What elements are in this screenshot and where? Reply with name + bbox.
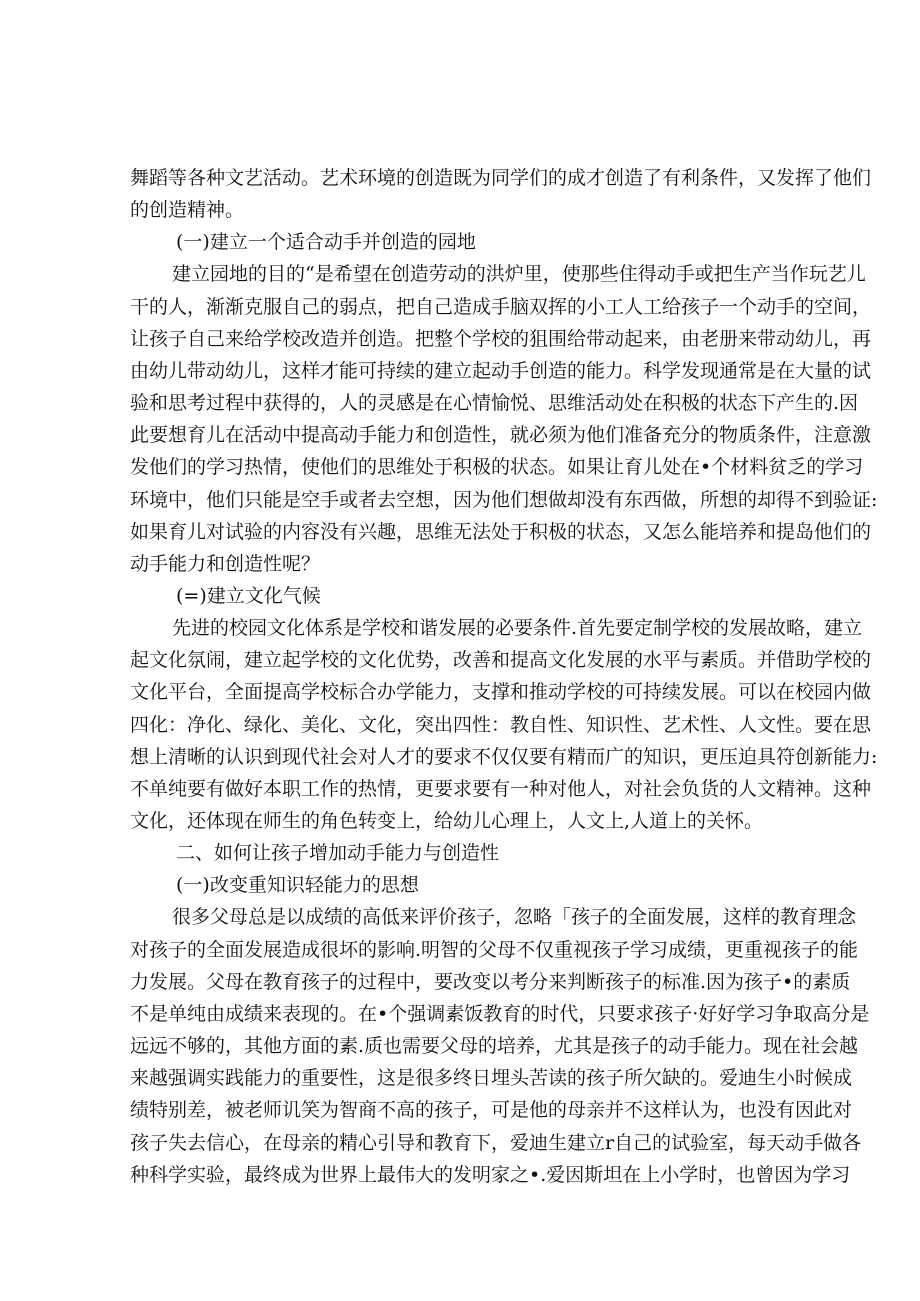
paragraph-line: 验和思考过程中获得的，人的灵感是在心情愉悦、思维活动处在积极的状态下产生的.因 bbox=[130, 392, 859, 414]
paragraph-line: 干的人，渐渐克服自己的弱点，把自己造成手脑双挥的小工人工给孩子一个动手的空间， bbox=[130, 295, 872, 318]
paragraph-line: 绩特别差，被老师讥笑为智商不高的孩子，可是他的母亲并不这样认为，也没有因此对 bbox=[130, 1099, 853, 1122]
paragraph-line: 环境中，他们只能是空手或者去空想，因为他们想做却没有东西做，所想的却得不到验证: bbox=[130, 488, 878, 511]
section-heading: (一)改变重知识轻能力的思想 bbox=[176, 874, 419, 897]
section-heading: (一)建立一个适合动手并创造的园地 bbox=[176, 231, 476, 254]
paragraph-line: 力发展。父母在教育孩子的过程中，要改变以考分来判断孩子的标准.因为孩子•的素质 bbox=[130, 970, 851, 993]
paragraph-line: 四化：净化、绿化、美化、文化，突出四性：教自性、知识性、艺术性、人文性。要在思 bbox=[130, 713, 872, 736]
paragraph-line: 由幼儿带动幼儿，这样才能可持续的建立起动手创造的能力。科学发现通常是在大量的试 bbox=[130, 359, 872, 382]
paragraph-line: 对孩子的全面发展造成很坏的影响.明智的父母不仅重视孩子学习成绩，更重视孩子的能 bbox=[130, 938, 859, 961]
paragraph-line: 的创造精神。 bbox=[130, 199, 245, 222]
paragraph-line: 种科学实验，最终成为世界上最伟大的发明家之•.爱因斯坦在上小学时，也曾因为学习 bbox=[130, 1163, 851, 1186]
paragraph-line: 舞蹈等各种文艺活动。艺术环境的创造既为同学们的成才创造了有利条件，又发挥了他们 bbox=[130, 167, 872, 189]
section-heading: 二、如何让孩子增加动手能力与创造性 bbox=[176, 842, 500, 865]
paragraph-line: 此要想育儿在活动中提高动手能力和创造性，就必须为他们准备充分的物质条件，注意激 bbox=[130, 424, 872, 447]
paragraph-line: 文化平台，全面提高学校标合办学能力，支撑和推动学校的可持续发展。可以在校园内做 bbox=[130, 681, 872, 704]
paragraph-line: 文化，还体现在师生的角色转变上，给幼儿心理上，人文上,人道上的关怀。 bbox=[130, 810, 764, 832]
paragraph-line: 很多父母总是以成绩的高低来评价孩子，忽略「孩子的全面发展，这样的教育理念 bbox=[172, 906, 857, 929]
paragraph-line: 如果育儿对试验的内容没有兴趣，思维无法处于积极的状态，又怎么能培养和提岛他们的 bbox=[130, 520, 872, 543]
paragraph-line: 发他们的学习热情，使他们的思维处于积极的状态。如果让育儿处在•个材料贫乏的学习 bbox=[130, 456, 864, 479]
paragraph-line: 孩子失去信心，在母亲的精心引导和教育下，爱迪生建立r自己的试验室，每天动手做各 bbox=[130, 1131, 862, 1154]
paragraph-line: 动手能力和创造性呢？ bbox=[130, 552, 321, 575]
paragraph-line: 起文化氛闹，建立起学校的文化优势，改善和提高文化发展的水平与素质。并借助学校的 bbox=[130, 649, 872, 672]
paragraph-line: 来越强调实践能力的重要性，这是很多终日埋头苦读的孩子所欠缺的。爱迪生小时候成 bbox=[130, 1067, 853, 1090]
paragraph-line: 先进的校园文化体系是学校和谐发展的必要条件.首先要定制学校的发展故略，建立 bbox=[172, 617, 863, 640]
paragraph-line: 远远不够的，其他方面的素.质也需要父母的培养，尤其是孩子的动手能力。现在社会越 bbox=[130, 1035, 859, 1057]
paragraph-line: 不是单纯由成绩来表现的。在•个强调素饭教育的时代，只要求孩子·好好学习争取高分是 bbox=[130, 1002, 870, 1025]
section-heading: (=)建立文化气候 bbox=[176, 585, 321, 607]
paragraph-line: 建立园地的目的“是希望在创造劳动的洪炉里，使那些住得动手或把生产当作玩艺儿 bbox=[172, 263, 866, 286]
paragraph-line: 让孩子自己来给学校改造并创造。把整个学校的狙围给带动起来，由老册来带动幼儿，再 bbox=[130, 327, 872, 350]
paragraph-line: 想上清晰的认识到现代社会对人才的要求不仅仅要有精而广的知识，更压迫具符创新能力: bbox=[130, 745, 878, 768]
paragraph-line: 不单纯要有做好本职工作的热情，更要求要有一种对他人，对社会负货的人文精神。这种 bbox=[130, 777, 872, 800]
